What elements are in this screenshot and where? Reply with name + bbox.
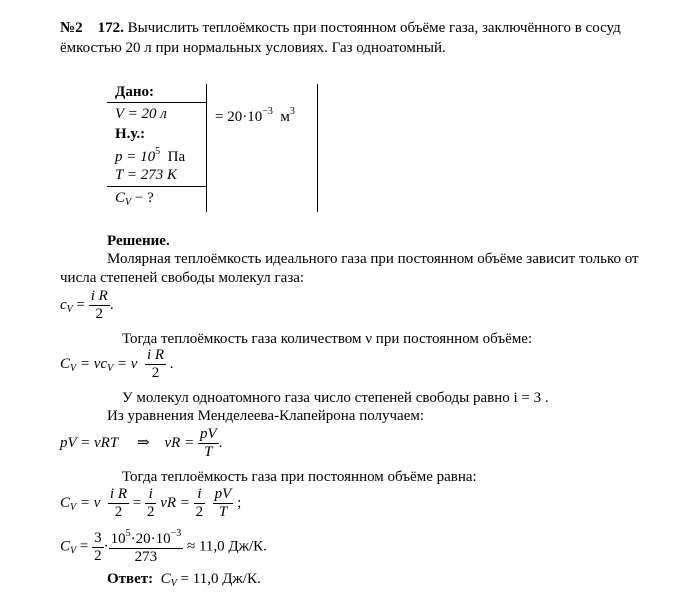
given-header: Дано: [115, 84, 154, 100]
solution-p3: У молекул одноатомного газа число степеней свободы равно i = 3 . [122, 390, 549, 406]
given-temperature: T = 273 К [115, 167, 177, 183]
si-vertical-divider [317, 84, 318, 212]
solution-p1-line1: Молярная теплоёмкость идеального газа при постоянном объёме зависит только от [107, 251, 639, 267]
equation-5: $C_V$ = $\frac{3}{2}$ · $\frac{10^5\cdot 20\cdot 10^{-3}}{273}$ ≈ 11,0 Дж/К. [60, 528, 267, 565]
problem-text-1: Вычислить теплоёмкость при постоянном объёме газа, заключённого в сосуд [127, 20, 621, 36]
given-volume: V = 20 л [115, 106, 167, 122]
equation-3: pV = νRT ⇒ νR = $\frac{pV}{T}$ . [60, 426, 223, 460]
solution-p4: Из уравнения Менделеева-Клапейрона получаем: [107, 408, 425, 424]
answer: Ответ: $C_V = 11,0$ Дж/К. [107, 571, 261, 589]
problem-number: №2 [60, 20, 83, 36]
given-vertical-divider [206, 84, 207, 212]
equation-1: $c_V$ = $\frac{\text{i R}}{2}$ . [60, 288, 114, 322]
given-pressure: $p = 10^5$ Па [115, 146, 186, 165]
solution-p5: Тогда теплоёмкость газа при постоянном объёме равна: [122, 469, 477, 485]
given-header-underline [107, 102, 207, 103]
given-volume-si: = $20\cdot 10^{-3}$ $м^3$ [215, 106, 295, 125]
answer-label: Ответ: [107, 571, 154, 587]
solution-p2: Тогда теплоёмкость газа количеством ν при постоянном объёме: [122, 331, 533, 347]
given-nu-header: Н.у.: [115, 126, 146, 142]
problem-text-2: ёмкостью 20 л при нормальных условиях. Газ одноатомный. [60, 40, 446, 56]
equation-2: $C_V = \nu c_V = \nu$ $\frac{\text{i R}}{2}$ . [60, 347, 174, 381]
problem-statement-line1 [60, 20, 621, 37]
solution-p1-line2: числа степеней свободы молекул газа: [60, 270, 305, 286]
equation-4: $C_V = \nu$ $\frac{\text{i R}}{2}$ = $\frac{i}{2}$ νR = $\frac{i}{2}$ $\frac{pV}{T}$ ; [60, 486, 242, 520]
problem-id: 172. [97, 20, 124, 36]
solution-header: Решение. [107, 233, 170, 249]
given-find-separator [107, 186, 207, 187]
given-find: $C_V$ − ? [115, 190, 154, 208]
